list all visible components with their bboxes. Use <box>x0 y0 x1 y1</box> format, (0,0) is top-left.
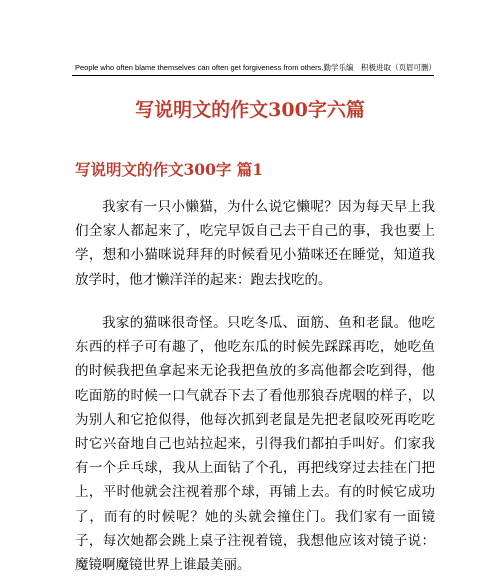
paragraph-1: 我家有一只小懒猫，为什么说它懒呢？因为每天早上我们全家人都起来了，吃完早饭自己去干自己的事，我也要上学，想和小猫咪说拜拜的时候看见小猫咪还在睡觉，知道我放学时，他才懒洋洋的起来：跑去找吃的。 <box>75 199 435 288</box>
page-header-text: People who often blame themselves can often get forgiveness from others.勤学乐编 积极进取（页眉可删） <box>75 63 436 72</box>
document-title: 写说明文的作文300字六篇 <box>135 99 365 121</box>
section-title: 写说明文的作文300字 篇1 <box>75 160 264 179</box>
header-divider <box>72 75 434 76</box>
paragraph-2: 我家的猫咪很奇怪。只吃冬瓜、面筋、鱼和老鼠。他吃东西的样子可有趣了，他吃东瓜的时候先踩踩再吃，她吃鱼的时候我把鱼拿起来无论我把鱼放的多高他都会吃到得，他吃面筋的时候一口气就吞下去了看他那狼吞虎咽的样子，以为别人和它抢似得，他每次抓到老鼠是先把老鼠咬死再吃吃时它兴奋地自己也站拉起来，引得我们都拍手叫好。们家我有一个乒乓球，我从上面钻了个孔，再把线穿过去挂在门把上，平时他就会注视着那个球，再铺上去。有的时候它成功了，而有的时候呢？她的头就会撞住门。我们家有一面镜子，每次她都会跳上桌子注视着镜，我想他应该对镜子说：魔镜啊魔镜世界上谁最美丽。 <box>75 315 435 574</box>
